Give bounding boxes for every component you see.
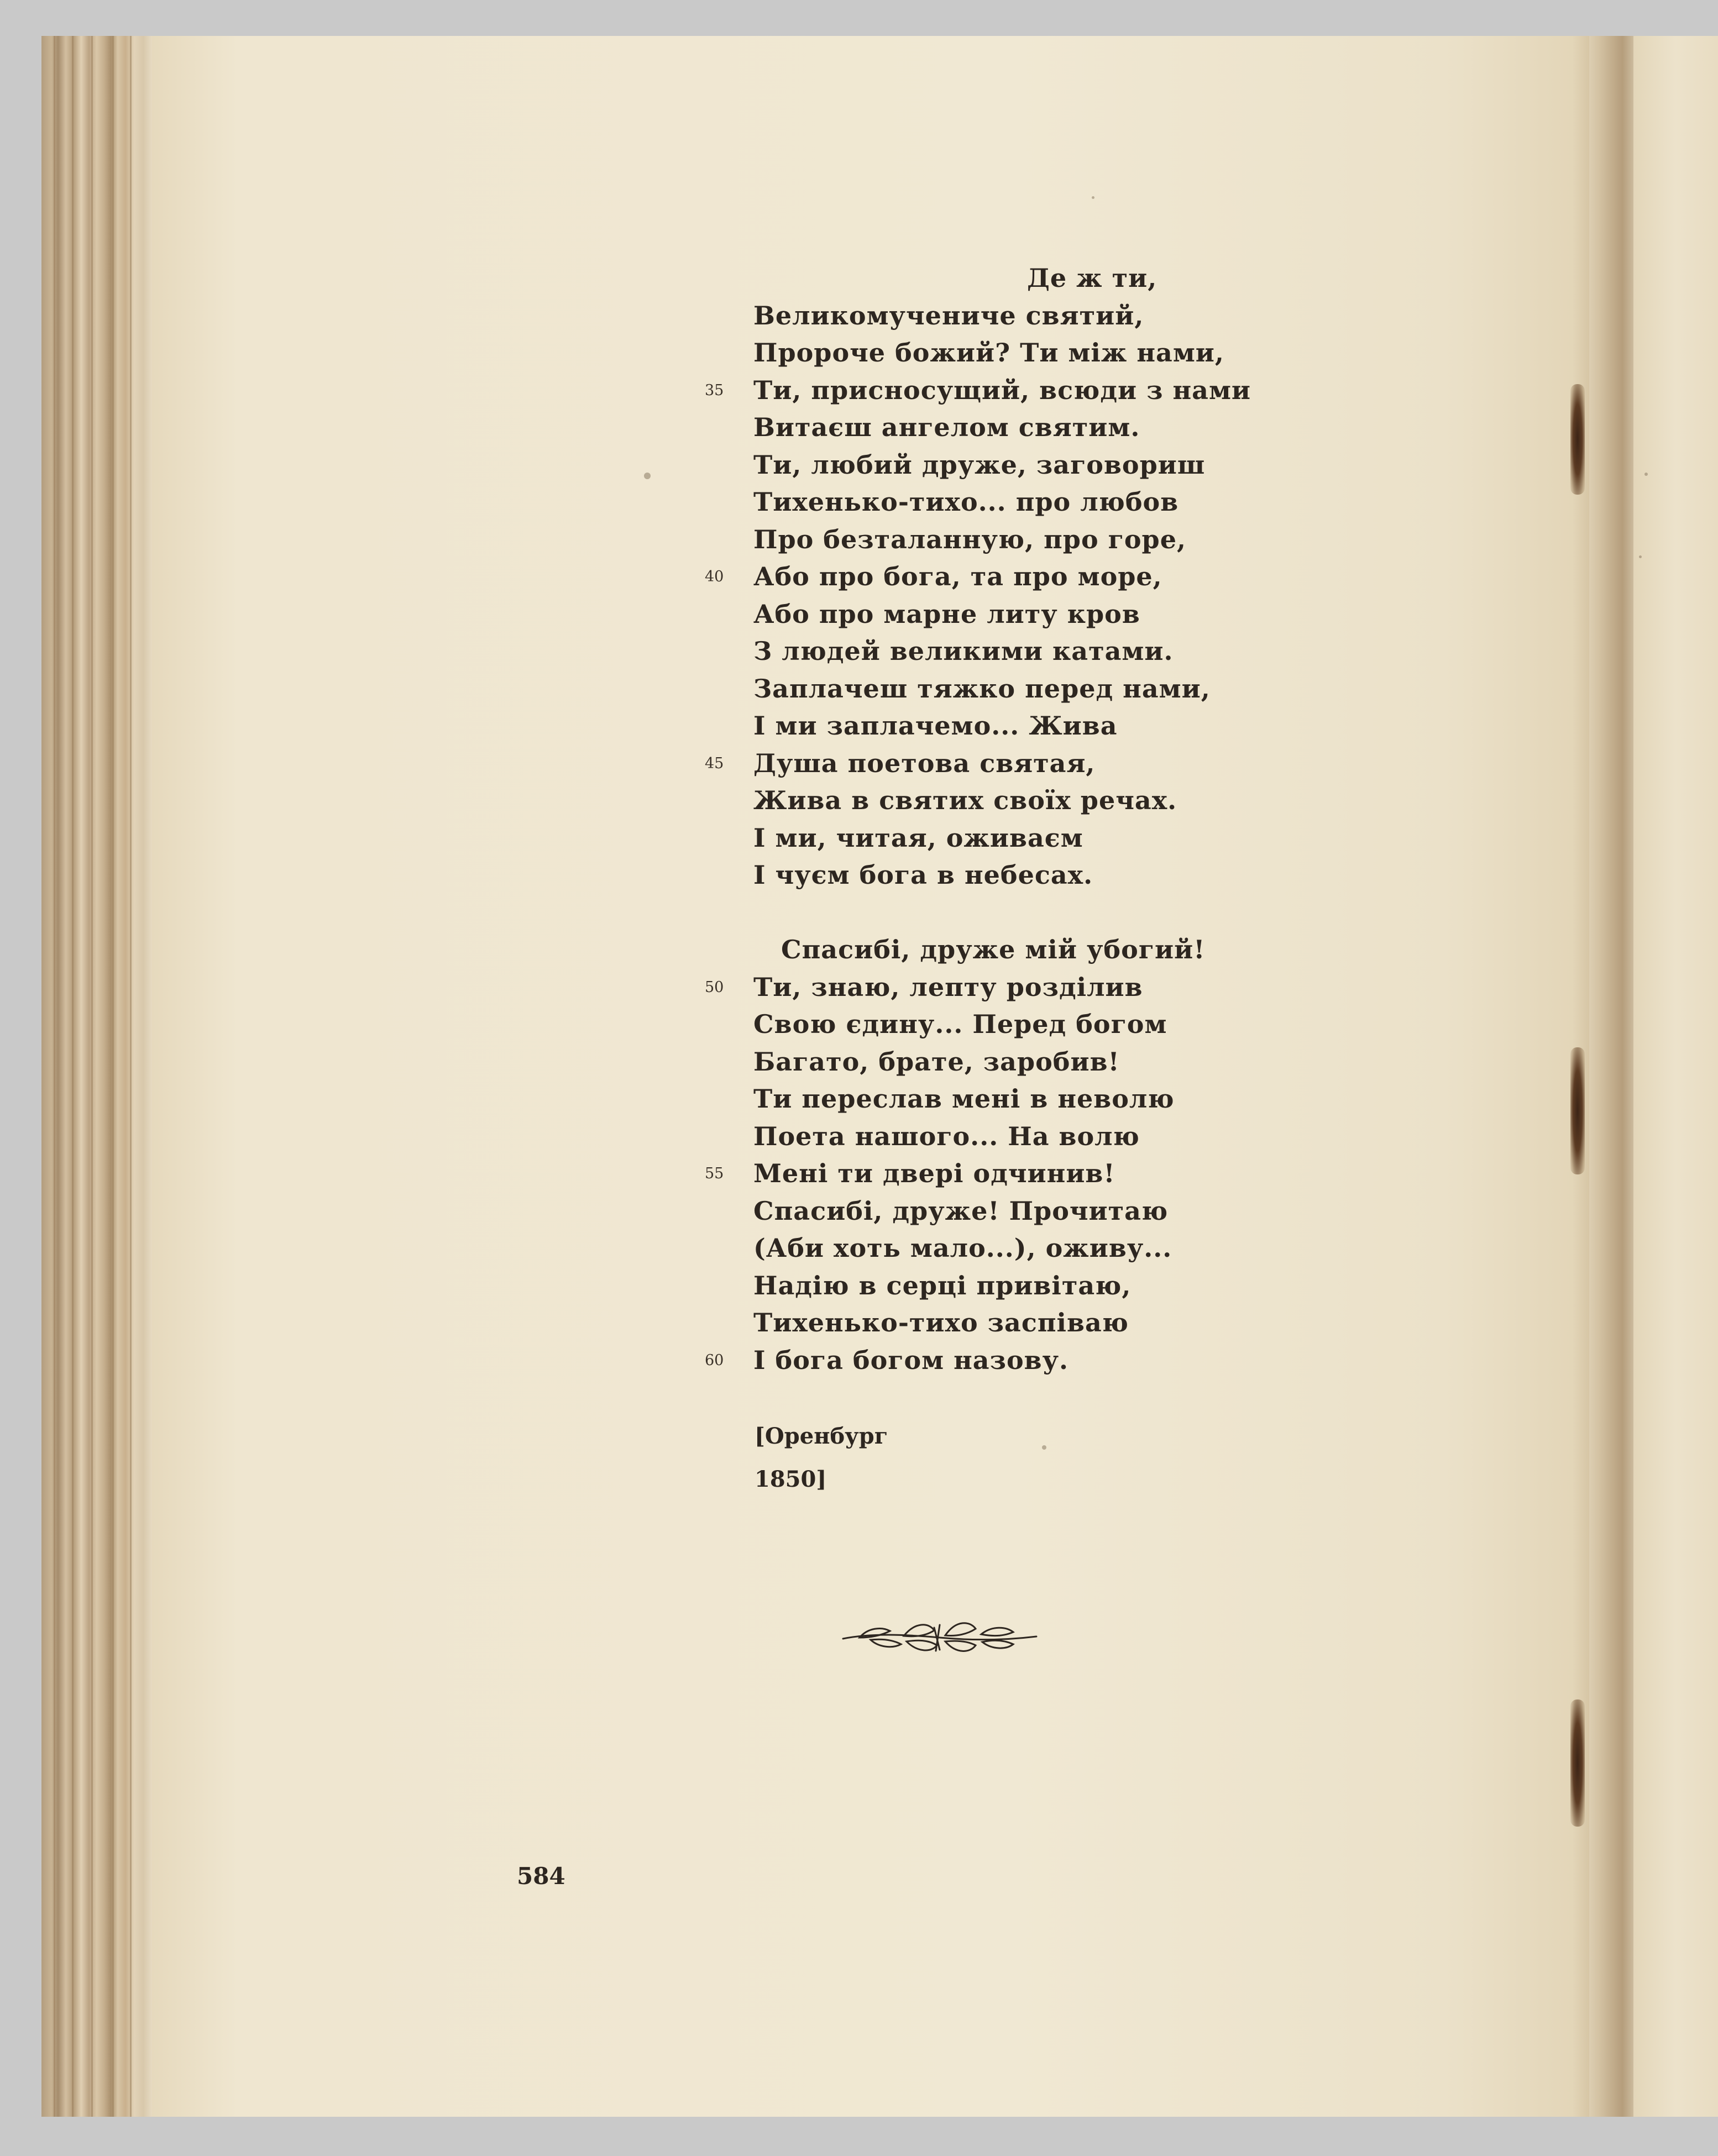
line-number: 60 <box>705 1351 724 1369</box>
line-number: 40 <box>705 568 724 585</box>
poem-line: Витаєш ангелом святим. <box>753 412 1140 442</box>
dateline <box>755 1415 888 1501</box>
poem-line: Свою єдину... Перед богом <box>753 1009 1167 1039</box>
poem-line: 40 Або про бога, та про море, <box>753 558 1251 596</box>
poem-line: Надію в серці привітаю, <box>753 1270 1132 1300</box>
poem-line: І ми заплачемо... Жива <box>753 711 1118 741</box>
line-number: 45 <box>705 754 724 772</box>
poem-line: Де ж ти, <box>1027 263 1157 293</box>
place-name: [Оренбург <box>755 1423 888 1449</box>
stanza-break <box>753 894 1251 932</box>
poem-line: Поета нашого... На волю <box>753 1121 1140 1151</box>
poem-line: (Аби хоть мало...), оживу... <box>753 1233 1172 1263</box>
poem-line: Або про марне литу кров <box>753 599 1140 629</box>
poem-line: 45 Душа поетова святая, <box>753 745 1251 783</box>
date-year: 1850] <box>755 1466 827 1492</box>
poem-line: І чуєм бога в небесах. <box>753 860 1093 890</box>
poem-line: 60 І бога богом назову. <box>753 1342 1251 1379</box>
line-number: 35 <box>705 381 724 399</box>
leaf-ornament-icon <box>837 1611 1042 1661</box>
poem-line: Ти переслав мені в неволю <box>753 1084 1175 1114</box>
page-number: 584 <box>517 1863 565 1890</box>
poem-line: Тихенько-тихо... про любов <box>753 487 1179 517</box>
poem-text <box>705 260 1251 1379</box>
poem-line: Спасибі, друже мій убогий! <box>781 935 1206 964</box>
binding-thread <box>1570 1699 1585 1827</box>
book-fore-edge <box>41 36 152 2117</box>
line-number: 55 <box>705 1165 724 1182</box>
poem-line: 35 Ти, присносущий, всюди з нами <box>753 372 1251 410</box>
poem-line: 55 Мені ти двері одчинив! <box>753 1155 1251 1193</box>
poem-line: Багато, брате, заробив! <box>753 1046 1120 1077</box>
poem-line: Жива в святих своїх речах. <box>753 785 1177 815</box>
binding-thread <box>1570 1047 1585 1174</box>
poem-line: Ти, любий друже, заговориш <box>753 449 1206 480</box>
line-number: 50 <box>705 978 724 996</box>
poem-line: 50 Ти, знаю, лепту розділив <box>753 969 1251 1006</box>
page-scan <box>41 36 1718 2117</box>
poem-line: Пророче божий? Ти між нами, <box>753 338 1224 368</box>
poem-line: Тихенько-тихо заспіваю <box>753 1308 1129 1337</box>
poem-line: З людей великими катами. <box>753 636 1174 666</box>
poem-line: Про безталанную, про горе, <box>753 524 1186 554</box>
poem-line: І ми, читая, оживаєм <box>753 822 1083 853</box>
poem-line: Спасибі, друже! Прочитаю <box>753 1195 1169 1226</box>
poem-line: Великомучениче святий, <box>753 300 1144 331</box>
poem-line: Заплачеш тяжко перед нами, <box>753 673 1211 704</box>
binding-thread <box>1570 384 1585 495</box>
facing-page <box>1633 36 1718 2117</box>
